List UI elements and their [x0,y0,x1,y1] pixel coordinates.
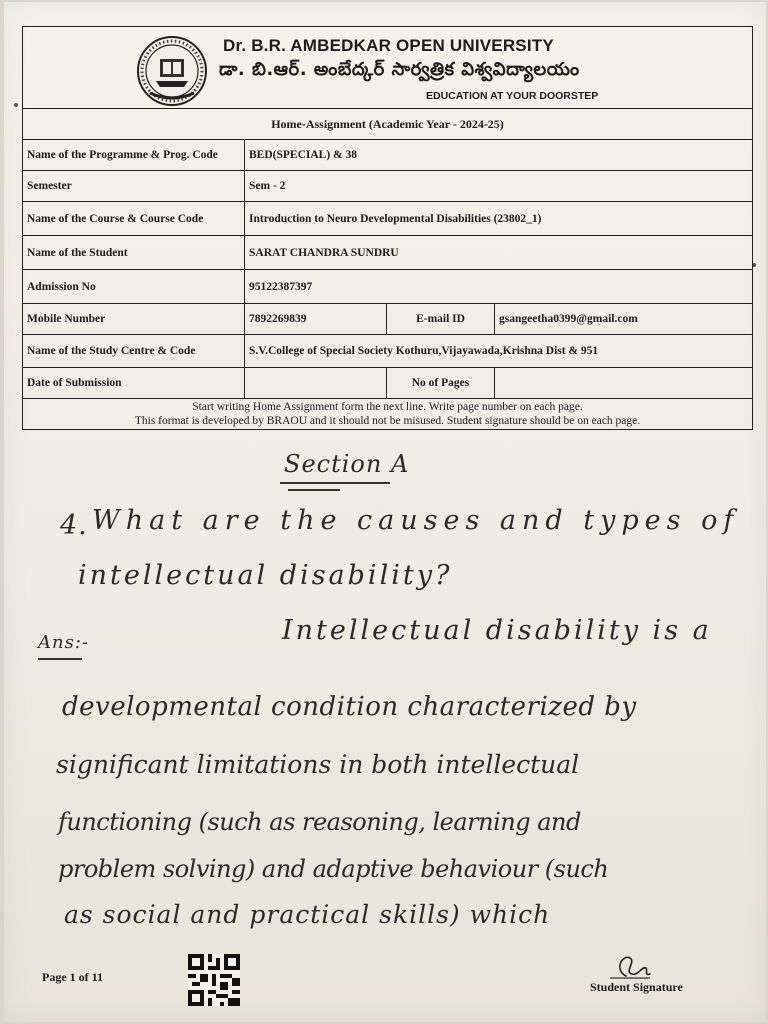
centre-label: Name of the Study Centre & Code [23,335,245,368]
course-label: Name of the Course & Course Code [23,202,245,236]
university-name: Dr. B.R. AMBEDKAR OPEN UNIVERSITY [223,36,554,55]
university-name-telugu: డా. బి.ఆర్. అంబేద్కర్ సార్వత్రిక విశ్వవిద్యాలయం [219,59,580,80]
mobile-row [23,304,753,335]
answer-line-2: developmental condition characterized by [62,692,637,722]
admission-row [23,270,753,304]
semester-label: Semester [23,171,245,202]
university-seal-icon [136,35,208,107]
answer-line-1: Intellectual disability is a [282,615,712,646]
email-value: gsangeetha0399@gmail.com [495,304,753,335]
instruction-line-1: Start writing Home Assignment form the next line. Write page number on each page. [192,401,583,413]
programme-value: BED(SPECIAL) & 38 [245,140,753,171]
student-signature-label: Student Signature [590,980,683,994]
email-label: E-mail ID [387,304,495,335]
programme-row [23,140,753,171]
answer-underline [38,658,82,660]
form-title: Home-Assignment (Academic Year - 2024-25) [23,109,753,140]
centre-value: S.V.College of Special Society Kothuru,Vijayawada,Krishna Dist & 951 [245,335,753,368]
punch-hole [14,103,18,107]
submission-row [23,368,753,399]
instructions-row [23,399,753,430]
assignment-details-table [22,108,753,430]
answer-line-3: significant limitations in both intellectual [56,750,580,779]
university-header [22,26,753,108]
programme-label: Name of the Programme & Prog. Code [23,140,245,171]
section-underline [280,482,390,484]
answer-line-6: as social and practical skills) which [64,900,551,929]
student-signature-mark [606,950,652,982]
admission-label: Admission No [23,270,245,304]
course-value: Introduction to Neuro Developmental Disabilities (23802_1) [245,202,753,236]
semester-value: Sem - 2 [245,171,753,202]
form-title-row [23,109,753,140]
page-number: Page 1 of 11 [42,970,103,984]
form-instructions [23,399,753,430]
student-label: Name of the Student [23,236,245,270]
question-line-1: What are the causes and types of [92,505,740,536]
submission-value [245,368,387,399]
centre-row [23,335,753,368]
mobile-value: 7892269839 [245,304,387,335]
section-underline [288,489,340,491]
answer-line-4: functioning (such as reasoning, learning and [58,808,581,836]
student-row [23,236,753,270]
section-heading: Section A [284,450,410,478]
answer-label: Ans:- [38,632,89,653]
semester-row [23,171,753,202]
qr-code-icon [188,954,240,1006]
question-number: 4. [60,510,88,541]
mobile-label: Mobile Number [23,304,245,335]
instruction-line-2: This format is developed by BRAOU and it should not be misused. Student signature should be on each page. [134,415,641,427]
pages-value [495,368,753,399]
pages-label: No of Pages [387,368,495,399]
admission-value: 95122387397 [245,270,753,304]
student-value: SARAT CHANDRA SUNDRU [245,236,753,270]
submission-label: Date of Submission [23,368,245,399]
answer-line-5: problem solving) and adaptive behaviour (such [58,855,609,883]
university-tagline: EDUCATION AT YOUR DOORSTEP [426,90,599,102]
course-row [23,202,753,236]
question-line-2: intellectual disability? [78,560,453,591]
